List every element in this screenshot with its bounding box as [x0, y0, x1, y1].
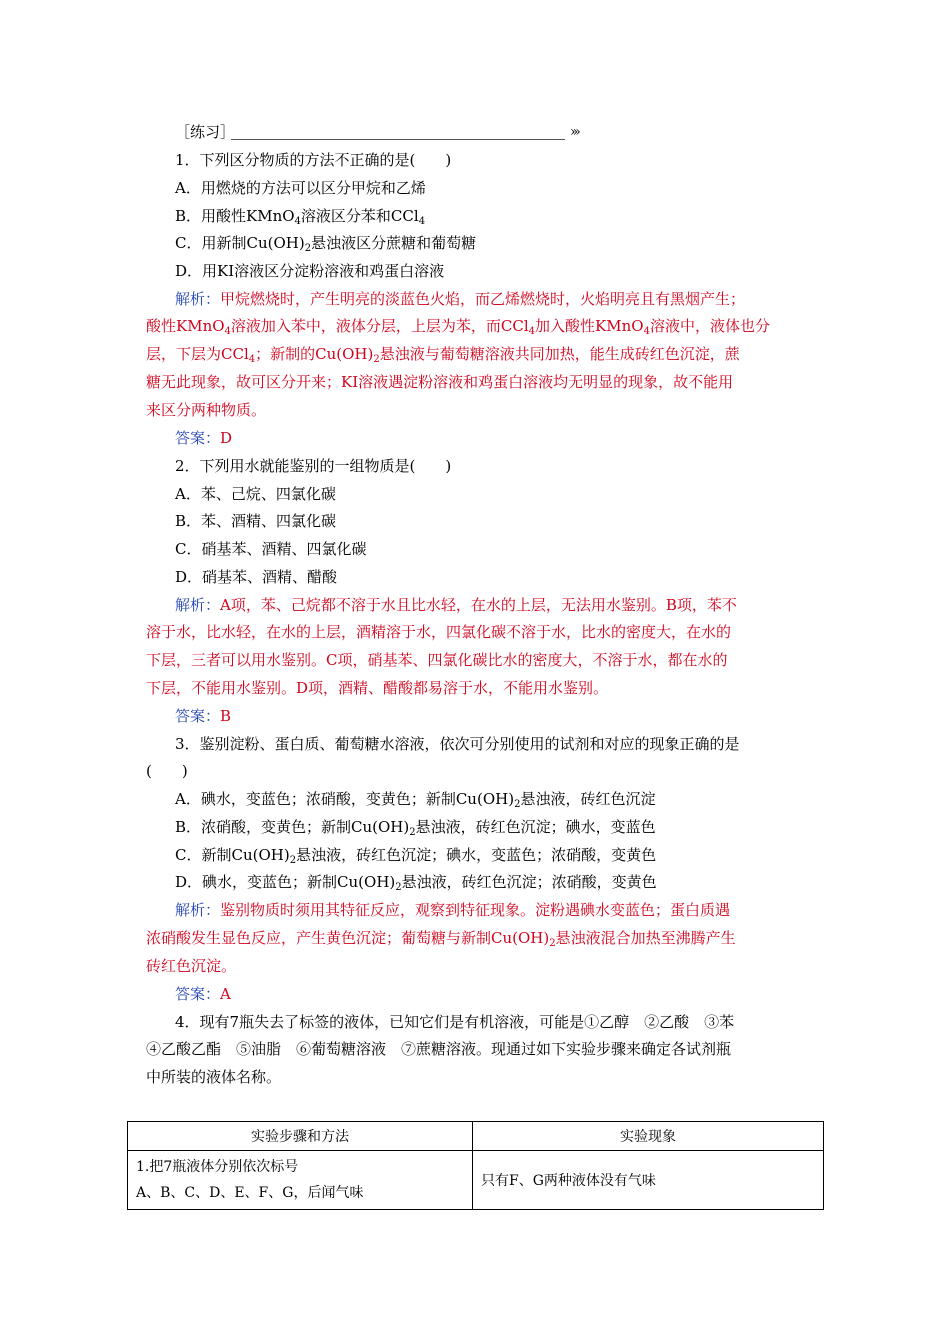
q1-answer: 答案：D — [175, 429, 233, 447]
header-rule — [231, 139, 565, 140]
q2-option-d: D．硝基苯、酒精、醋酸 — [175, 568, 338, 586]
q1-option-b: B．用酸性KMnO$_4$溶液区分苯和CCl$_4$ — [175, 207, 426, 227]
q1-explanation-line: 层，下层为CCl$_4$；新制的$Cu(OH)_2$悬浊液与葡萄糖溶液共同加热，能生成砖红色沉淀，蔗 — [146, 345, 740, 365]
table-header-cell: 实验步骤和方法 — [128, 1122, 473, 1151]
table-row — [128, 1151, 824, 1210]
chevron-icon: ››› — [570, 124, 578, 140]
q1-explanation-line: 糖无此现象，故可区分开来；KI溶液遇淀粉溶液和鸡蛋白溶液均无明显的现象，故不能用 — [146, 373, 734, 391]
table-header-row — [128, 1122, 824, 1151]
step-line: A、B、C、D、E、F、G，后闻气味 — [136, 1185, 364, 1201]
q1-stem: 1．下列区分物质的方法不正确的是( ) — [175, 151, 452, 169]
q3-option-d: D．碘水，变蓝色；新制$Cu(OH)_2$悬浊液，砖红色沉淀；浓硝酸，变黄色 — [175, 873, 657, 893]
q1-explanation-line: 酸性KMnO$_4$溶液加入苯中，液体分层，上层为苯，而CCl$_4$加入酸性KMnO$_4$溶液中，液体也分 — [146, 317, 770, 337]
q2-explanation-line: 解析：A项，苯、己烷都不溶于水且比水轻，在水的上层，无法用水鉴别。B项，苯不 — [175, 596, 737, 614]
q3-option-c: C．新制$Cu(OH)_2$悬浊液，砖红色沉淀；碘水，变蓝色；浓硝酸，变黄色 — [175, 846, 657, 866]
q2-explanation-line: 下层，三者可以用水鉴别。C项，硝基苯、四氯化碳比水的密度大，不溶于水，都在水的 — [146, 651, 728, 669]
section-label: ［练习］ — [175, 123, 236, 141]
section-header — [175, 122, 578, 142]
q3-stem: 3．鉴别淀粉、蛋白质、葡萄糖水溶液，依次可分别使用的试剂和对应的现象正确的是 — [175, 735, 740, 753]
q3-explanation-line: 解析：鉴别物质时须用其特征反应，观察到特征现象。淀粉遇碘水变蓝色；蛋白质遇 — [175, 901, 731, 919]
table-cell-result: 只有F、G两种液体没有气味 — [473, 1151, 824, 1210]
q4-stem: ④乙酸乙酯 ⑤油脂 ⑥葡萄糖溶液 ⑦蔗糖溶液。现通过如下实验步骤来确定各试剂瓶 — [146, 1040, 732, 1058]
q1-explanation-line: 解析：甲烷燃烧时，产生明亮的淡蓝色火焰，而乙烯燃烧时，火焰明亮且有黑烟产生； — [175, 290, 746, 308]
q1-explanation-line: 来区分两种物质。 — [146, 401, 267, 419]
q3-answer: 答案：A — [175, 985, 231, 1003]
q1-option-c: C．用新制$Cu(OH)_2$悬浊液区分蔗糖和葡萄糖 — [175, 234, 477, 254]
q3-option-b: B．浓硝酸，变黄色；新制$Cu(OH)_2$悬浊液，砖红色沉淀；碘水，变蓝色 — [175, 818, 656, 838]
q2-stem: 2．下列用水就能鉴别的一组物质是( ) — [175, 457, 452, 475]
q2-explanation-line: 下层，不能用水鉴别。D项，酒精、醋酸都易溶于水，不能用水鉴别。 — [146, 679, 609, 697]
table-cell-step — [128, 1151, 473, 1210]
q3-explanation-line: 砖红色沉淀。 — [146, 957, 237, 975]
q1-option-d: D．用KI溶液区分淀粉溶液和鸡蛋白溶液 — [175, 262, 445, 280]
q1-option-a: A．用燃烧的方法可以区分甲烷和乙烯 — [175, 179, 426, 197]
q2-option-c: C．硝基苯、酒精、四氯化碳 — [175, 540, 367, 558]
q2-explanation-line: 溶于水，比水轻，在水的上层，酒精溶于水，四氯化碳不溶于水，比水的密度大，在水的 — [146, 623, 732, 641]
q3-explanation-line: 浓硝酸发生显色反应，产生黄色沉淀；葡萄糖与新制$Cu(OH)_2$悬浊液混合加热至沸腾产生 — [146, 929, 736, 949]
step-line: 1.把7瓶液体分别依次标号 — [136, 1159, 299, 1175]
table-header-cell: 实验现象 — [473, 1122, 824, 1151]
q3-stem-blank: ( ) — [146, 762, 188, 780]
q2-option-b: B．苯、酒精、四氯化碳 — [175, 512, 337, 530]
q2-answer: 答案：B — [175, 707, 232, 725]
experiment-table — [127, 1121, 824, 1210]
q4-stem: 中所装的液体名称。 — [146, 1068, 282, 1086]
q4-stem: 4．现有7瓶失去了标签的液体，已知它们是有机溶液，可能是①乙醇 ②乙酸 ③苯 — [175, 1013, 735, 1031]
q3-option-a: A．碘水，变蓝色；浓硝酸，变黄色；新制$Cu(OH)_2$悬浊液，砖红色沉淀 — [175, 790, 656, 810]
q2-option-a: A．苯、己烷、四氯化碳 — [175, 485, 336, 503]
